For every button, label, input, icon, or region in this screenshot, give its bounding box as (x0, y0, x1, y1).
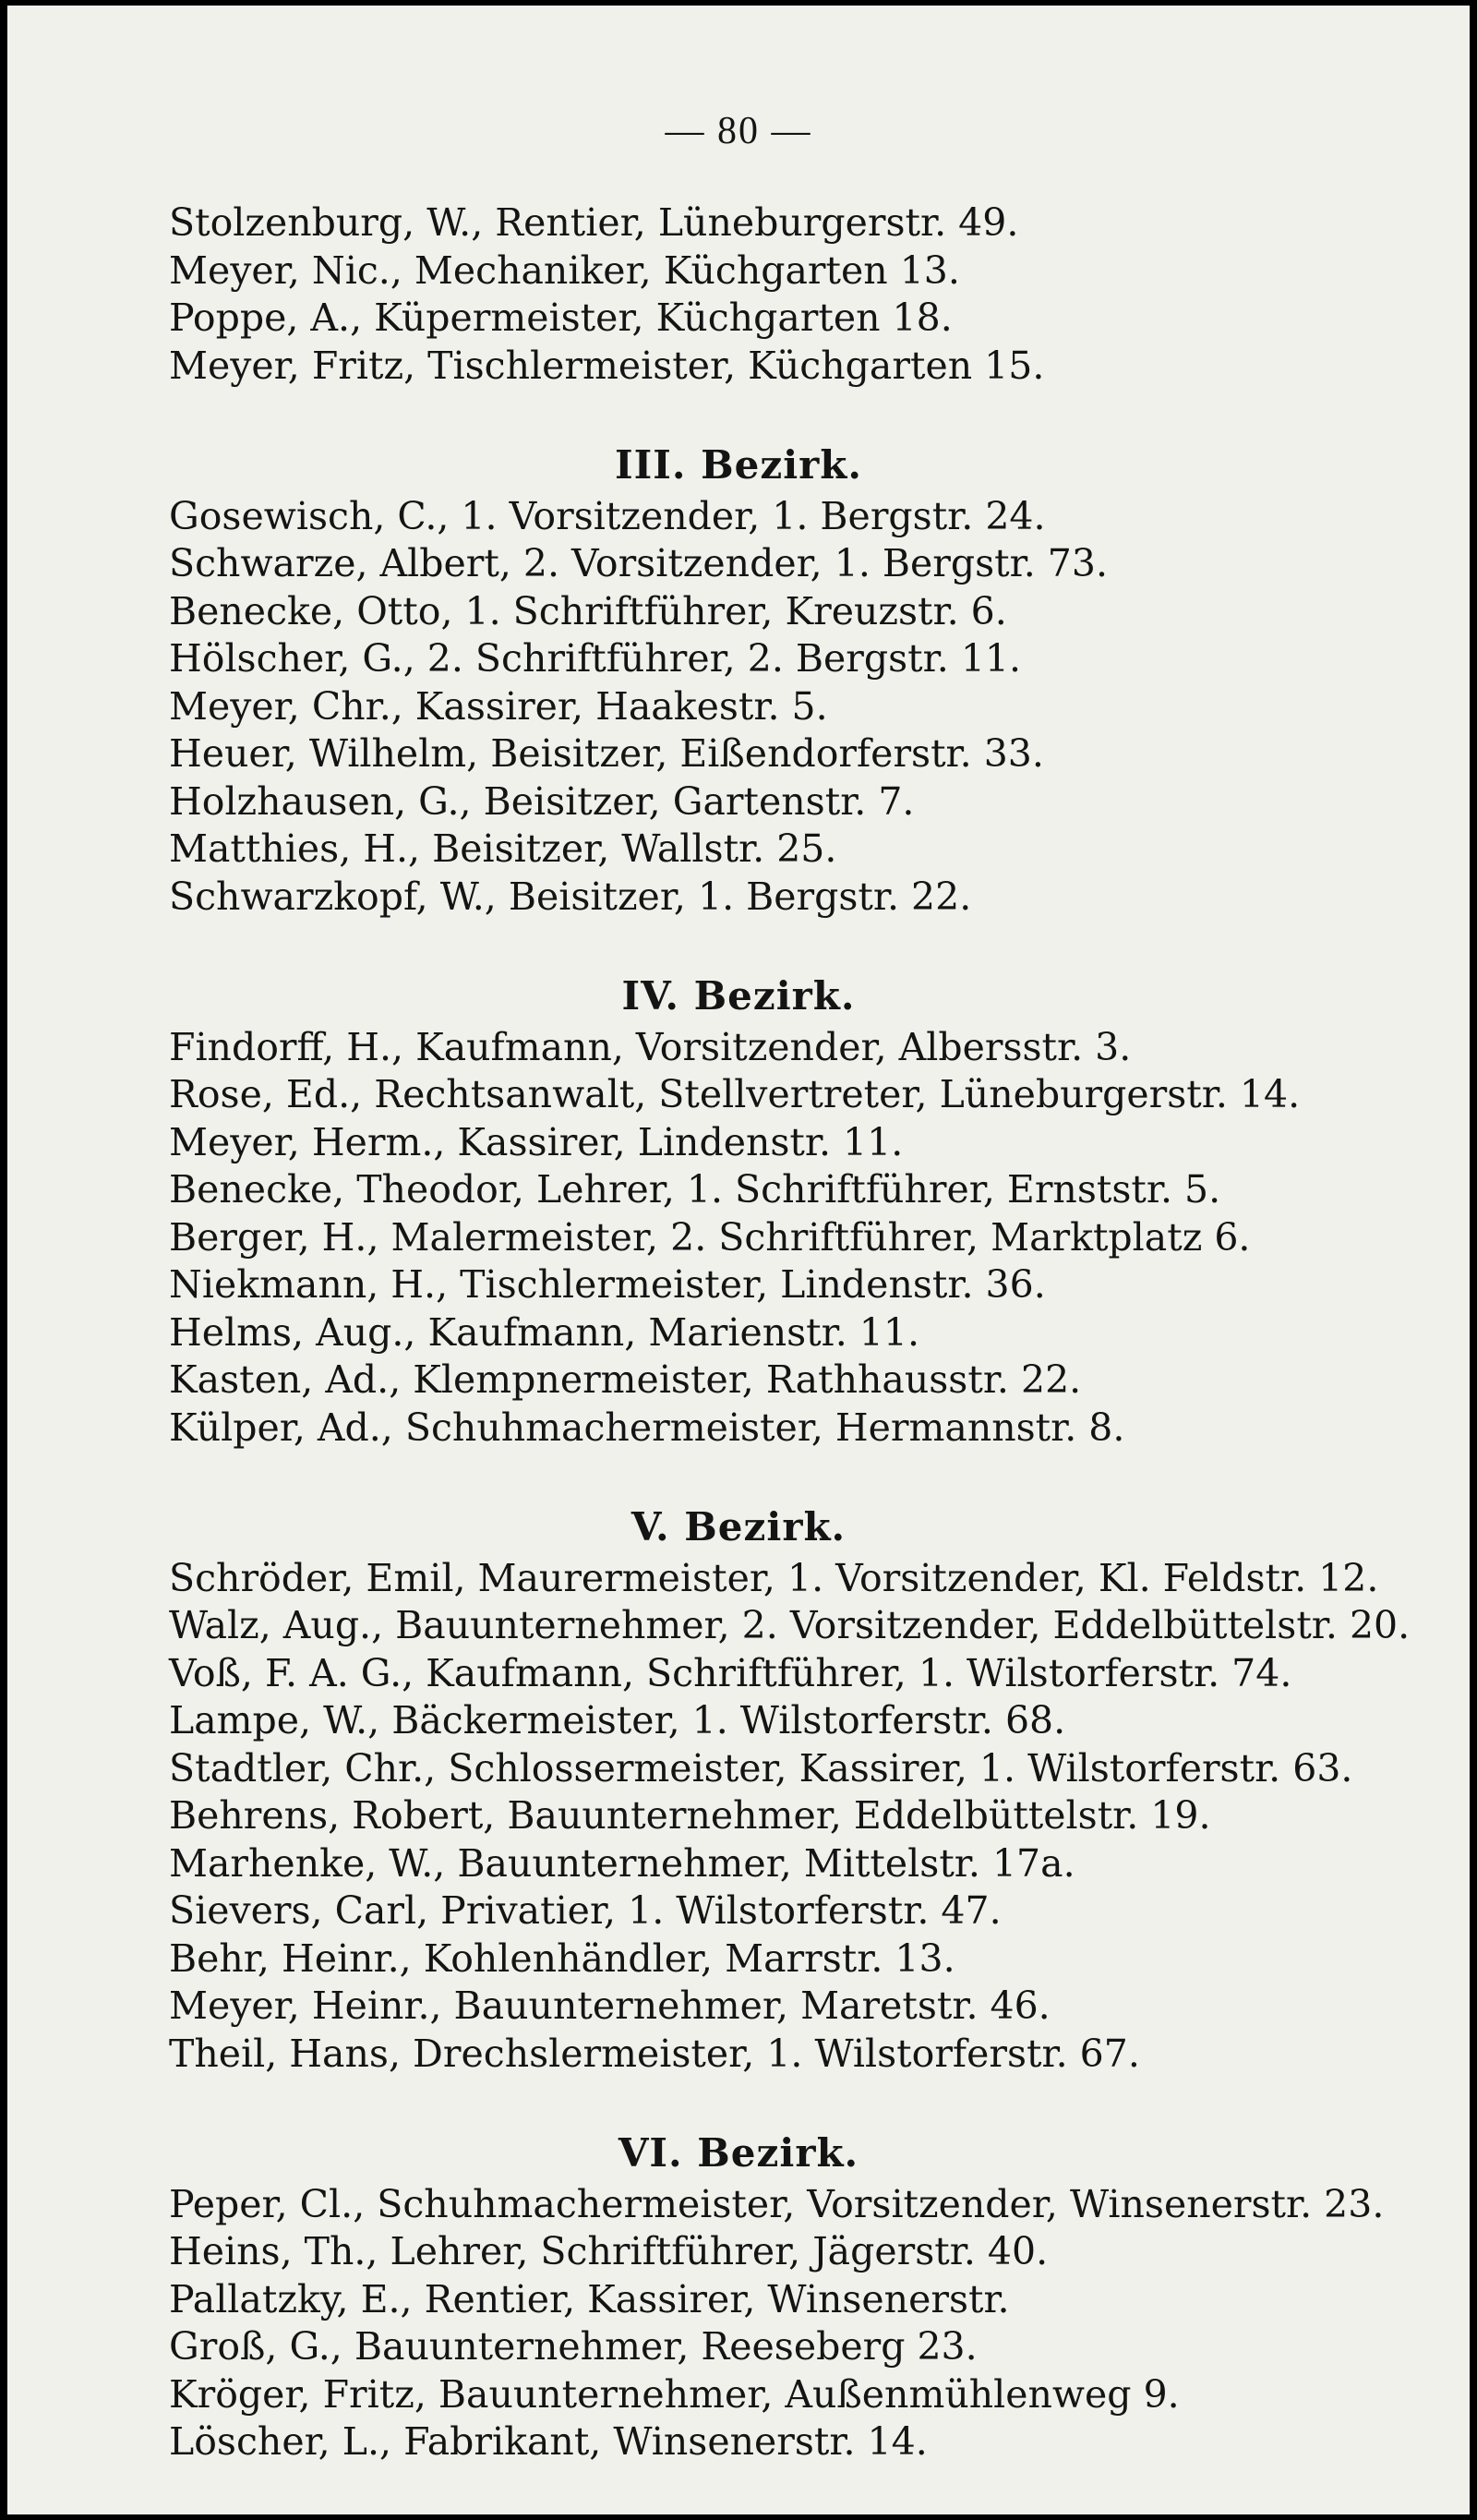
entry-line: Meyer, Heinr., Bauunternehmer, Maretstr. 46. (169, 1983, 1051, 2028)
entry-line: Behrens, Robert, Bauunternehmer, Eddelbüttelstr. 19. (169, 1793, 1211, 1838)
entry-line: Niekmann, H., Tischlermeister, Lindenstr. 36. (169, 1262, 1046, 1307)
entry-line: Behr, Heinr., Kohlenhändler, Marrstr. 13. (169, 1935, 955, 1981)
page-number: — 80 — (665, 110, 812, 152)
section-heading: V. Bezirk. (630, 1504, 847, 1549)
entry-line: Marhenke, W., Bauunternehmer, Mittelstr. 17a. (169, 1840, 1075, 1886)
directory-list (169, 199, 1411, 2466)
section-bezirk-3 (169, 441, 1397, 921)
entry-line: Rose, Ed., Rechtsanwalt, Stellvertreter, Lüneburgerstr. 14. (169, 1072, 1301, 1116)
entry-line: Benecke, Theodor, Lehrer, 1. Schriftführer, Ernststr. 5. (169, 1167, 1221, 1212)
entry-line: Walz, Aug., Bauunternehmer, 2. Vorsitzender, Eddelbüttelstr. 20. (169, 1603, 1411, 1647)
entry-line: Hölscher, G., 2. Schriftführer, 2. Bergstr. 11. (169, 636, 1022, 681)
section-bezirk-6 (169, 2129, 1397, 2466)
entry-line: Külper, Ad., Schuhmachermeister, Hermannstr. 8. (169, 1405, 1125, 1450)
entry-line: Löscher, L., Fabrikant, Winsenerstr. 14. (169, 2419, 928, 2464)
entry-line: Stadtler, Chr., Schlossermeister, Kassirer, 1. Wilstorferstr. 63. (169, 1745, 1353, 1791)
entry-line: Benecke, Otto, 1. Schriftführer, Kreuzstr. 6. (169, 588, 1007, 633)
entry-line: Kröger, Fritz, Bauunternehmer, Außenmühlenweg 9. (169, 2371, 1180, 2417)
entry-line: Findorff, H., Kaufmann, Vorsitzender, Albersstr. 3. (169, 1024, 1132, 1069)
section-bezirk-4 (169, 972, 1397, 1452)
entry-line: Meyer, Chr., Kassirer, Haakestr. 5. (169, 683, 828, 729)
entry-line: Kasten, Ad., Klempnermeister, Rathhausstr. 22. (169, 1357, 1082, 1402)
entry-line: Holzhausen, G., Beisitzer, Gartenstr. 7. (169, 778, 915, 824)
entry-line: Helms, Aug., Kaufmann, Marienstr. 11. (169, 1309, 920, 1355)
section-heading: III. Bezirk. (614, 442, 863, 488)
entry-line: Meyer, Fritz, Tischlermeister, Küchgarten 15. (169, 343, 1045, 388)
entry-line: Meyer, Nic., Mechaniker, Küchgarten 13. (169, 247, 960, 293)
entry-line: Heins, Th., Lehrer, Schriftführer, Jägerstr. 40. (169, 2229, 1049, 2273)
entry-line: Poppe, A., Küpermeister, Küchgarten 18. (169, 295, 953, 340)
entry-line: Heuer, Wilhelm, Beisitzer, Eißendorferstr. 33. (169, 731, 1044, 776)
section-heading: VI. Bezirk. (618, 2130, 859, 2176)
entry-line: Schröder, Emil, Maurermeister, 1. Vorsitzender, Kl. Feldstr. 12. (169, 1555, 1379, 1600)
entry-line: Berger, H., Malermeister, 2. Schriftführer, Marktplatz 6. (169, 1214, 1251, 1260)
entry-line: Sievers, Carl, Privatier, 1. Wilstorferstr. 47. (169, 1888, 1002, 1933)
entry-line: Theil, Hans, Drechslermeister, 1. Wilstorferstr. 67. (169, 2031, 1140, 2076)
entry-line: Peper, Cl., Schuhmachermeister, Vorsitzender, Winsenerstr. 23. (169, 2181, 1385, 2226)
intro-entries (169, 199, 1397, 390)
entry-line: Pallatzky, E., Rentier, Kassirer, Winsenerstr. (169, 2276, 1010, 2321)
section-bezirk-5 (169, 1503, 1411, 2078)
entry-line: Schwarze, Albert, 2. Vorsitzender, 1. Bergstr. 73. (169, 541, 1109, 585)
entry-line: Stolzenburg, W., Rentier, Lüneburgerstr. 49. (169, 200, 1019, 245)
entry-line: Meyer, Herm., Kassirer, Lindenstr. 11. (169, 1119, 904, 1164)
section-heading: IV. Bezirk. (621, 973, 856, 1019)
document-page (7, 6, 1470, 2514)
entry-line: Matthies, H., Beisitzer, Wallstr. 25. (169, 826, 837, 871)
entry-line: Gosewisch, C., 1. Vorsitzender, 1. Bergstr. 24. (169, 493, 1046, 538)
entry-line: Lampe, W., Bäckermeister, 1. Wilstorferstr. 68. (169, 1698, 1066, 1742)
entry-line: Schwarzkopf, W., Beisitzer, 1. Bergstr. 22. (169, 874, 972, 919)
entry-line: Voß, F. A. G., Kaufmann, Schriftführer, 1. Wilstorferstr. 74. (169, 1650, 1292, 1695)
entry-line: Groß, G., Bauunternehmer, Reeseberg 23. (169, 2324, 978, 2369)
